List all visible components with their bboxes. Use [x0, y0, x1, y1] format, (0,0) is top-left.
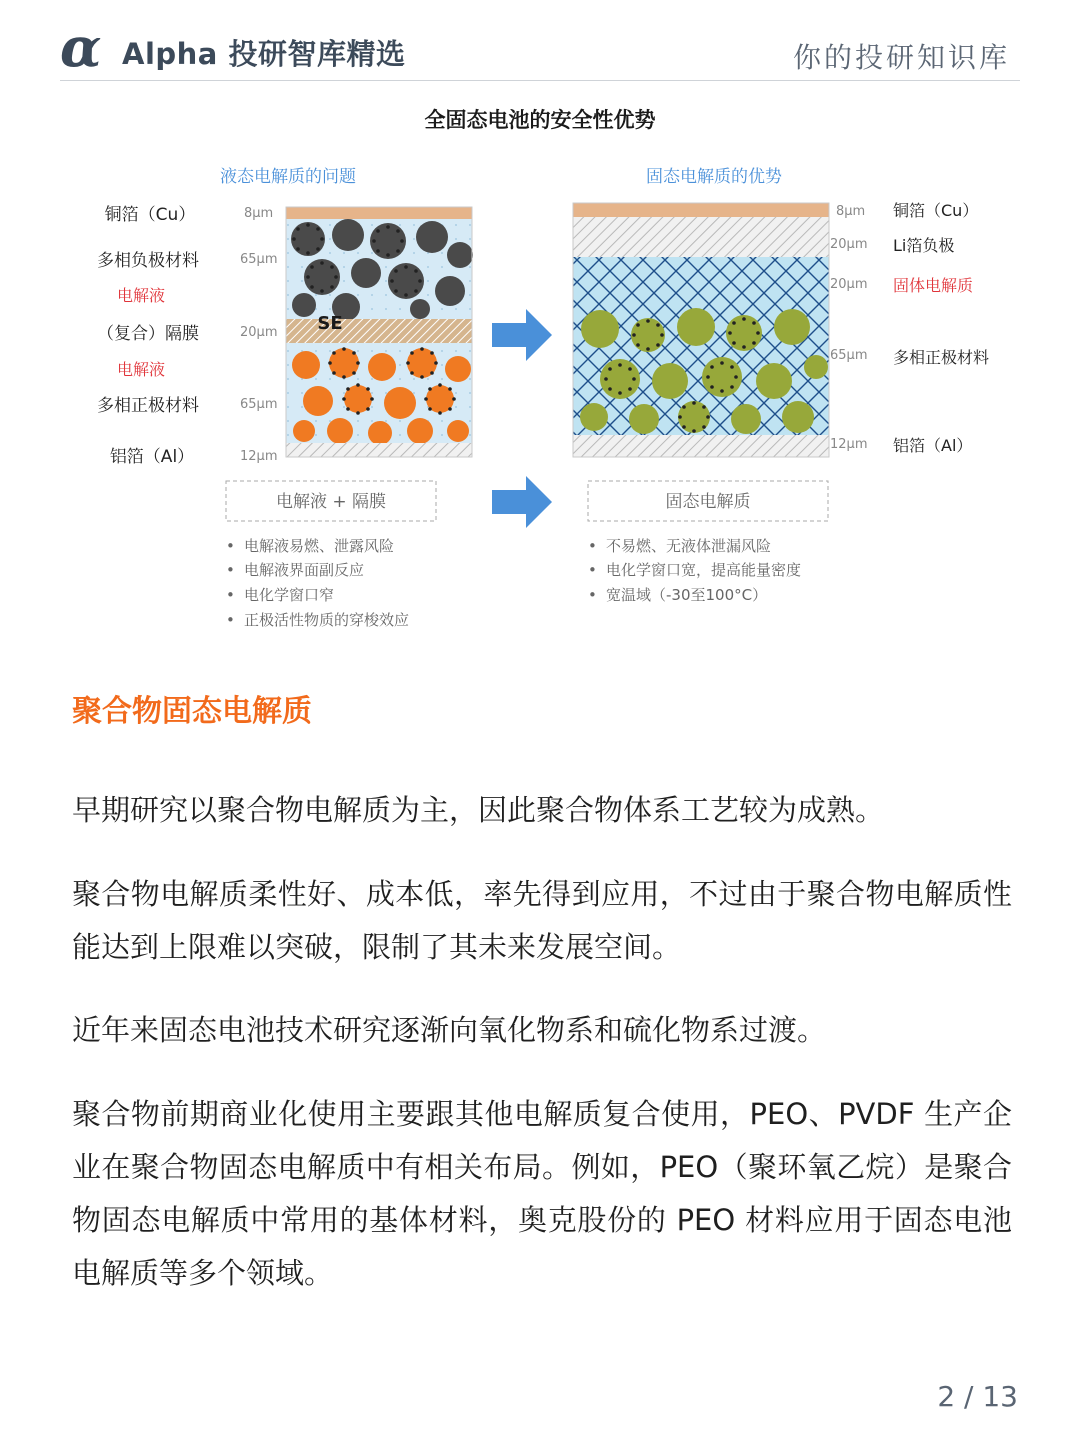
- left-label-electrolyte-1: 电解液: [116, 286, 166, 305]
- left-thickness-1: 8μm: [244, 206, 274, 221]
- svg-text:•: •: [588, 586, 597, 604]
- battery-safety-diagram: [60, 95, 1020, 640]
- page-indicator: 2 / 13: [937, 1380, 1018, 1413]
- right-thickness-1: 8μm: [836, 204, 866, 219]
- left-subtitle: 液态电解质的问题: [220, 167, 356, 187]
- right-subtitle: 固态电解质的优势: [646, 167, 782, 187]
- right-label-li-anode: Li箔负极: [893, 236, 955, 255]
- left-bullet-1: 电解液易燃、泄露风险: [244, 537, 395, 555]
- section-title: 聚合物固态电解质: [72, 694, 312, 729]
- alpha-logo-icon: α: [60, 15, 102, 79]
- right-bullet-3: 宽温域（-30至100°C）: [606, 586, 768, 604]
- left-bullet-2: 电解液界面副反应: [244, 561, 365, 579]
- right-label-solid-electrolyte: 固体电解质: [893, 276, 974, 295]
- brand-name: Alpha 投研智库精选: [122, 37, 406, 71]
- left-label-anode: 多相负极材料: [97, 251, 199, 271]
- header: [60, 15, 1020, 81]
- right-thickness-5: 12μm: [830, 437, 868, 452]
- svg-text:•: •: [588, 561, 597, 579]
- left-thickness-4: 65μm: [240, 397, 278, 412]
- left-thickness-2: 65μm: [240, 252, 278, 267]
- left-label-al: 铝箔（Al）: [109, 447, 195, 467]
- left-thickness-5: 12μm: [240, 449, 278, 464]
- svg-text:•: •: [226, 561, 235, 579]
- left-bullet-3: 电化学窗口窄: [244, 586, 335, 604]
- left-label-cu: 铜箔（Cu）: [104, 205, 196, 225]
- left-box-label: 电解液 + 隔膜: [275, 492, 387, 512]
- left-label-cathode: 多相正极材料: [97, 396, 199, 416]
- left-thickness-3: 20μm: [240, 325, 278, 340]
- left-label-separator: （复合）隔膜: [97, 324, 199, 344]
- arrow-right-icon: [492, 476, 552, 528]
- right-label-al: 铝箔（Al）: [893, 436, 973, 455]
- svg-text:•: •: [588, 537, 597, 555]
- left-bullet-list: [226, 537, 409, 629]
- se-label: SE: [317, 313, 343, 334]
- right-bullet-2: 电化学窗口宽，提高能量密度: [606, 561, 802, 579]
- right-thickness-3: 20μm: [830, 277, 868, 292]
- figure-title: 全固态电池的安全性优势: [424, 108, 656, 132]
- solid-battery-stack: [573, 203, 829, 457]
- right-bullet-list: [588, 537, 801, 604]
- paragraph-3: 近年来固态电池技术研究逐渐向氧化物系和硫化物系过渡。: [72, 1013, 827, 1047]
- paragraph-2: 聚合物电解质柔性好、成本低，率先得到应用，不过由于聚合物电解质性能达到上限难以突破，限制了其未来发展空间。: [72, 877, 1012, 964]
- right-thickness-4: 65μm: [830, 348, 868, 363]
- svg-text:•: •: [226, 537, 235, 555]
- left-label-electrolyte-2: 电解液: [116, 360, 166, 379]
- right-label-cu: 铜箔（Cu）: [893, 201, 979, 220]
- paragraph-4: 聚合物前期商业化使用主要跟其他电解质复合使用，PEO、PVDF 生产企业在聚合物固态电解质中有相关布局。例如，PEO（聚环氧乙烷）是聚合物固态电解质中常用的基体材料，奥克股份的 PEO 材料应用于固态电池电解质等多个领域。: [72, 1097, 1012, 1290]
- right-thickness-2: 20μm: [830, 237, 868, 252]
- paragraph-1: 早期研究以聚合物电解质为主，因此聚合物体系工艺较为成熟。: [72, 793, 885, 827]
- liquid-battery-stack: [286, 207, 473, 457]
- tagline: 你的投研知识库: [792, 41, 1010, 74]
- right-label-cathode: 多相正极材料: [893, 348, 990, 367]
- svg-text:•: •: [226, 586, 235, 604]
- svg-text:•: •: [226, 611, 235, 629]
- right-bullet-1: 不易燃、无液体泄漏风险: [606, 537, 772, 555]
- right-box-label: 固态电解质: [665, 492, 751, 512]
- arrow-right-icon: [492, 309, 552, 361]
- left-bullet-4: 正极活性物质的穿梭效应: [244, 611, 410, 629]
